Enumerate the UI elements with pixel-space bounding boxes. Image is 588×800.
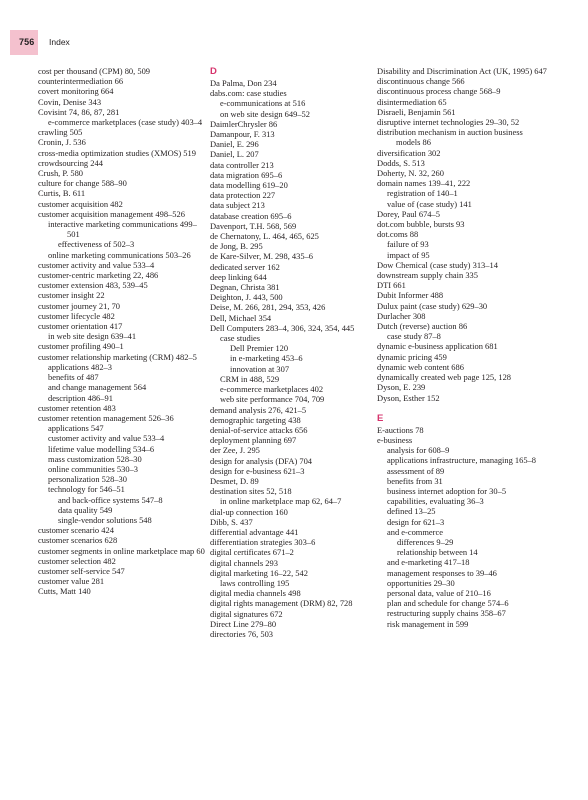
index-subentry: innovation at 307 <box>230 363 290 374</box>
index-entry: dot.com bubble, bursts 93 <box>377 219 465 230</box>
index-subentry: benefits from 31 <box>387 475 443 486</box>
index-subentry: and change management 564 <box>48 382 147 393</box>
index-entry: dynamically created web page 125, 128 <box>377 372 512 383</box>
index-entry: dedicated server 162 <box>210 261 280 272</box>
index-entry: customer value 281 <box>38 576 105 587</box>
index-entry: discontinuous change 566 <box>377 76 465 87</box>
index-subentry: Dell Premier 120 <box>230 343 289 354</box>
index-entry: data migration 695–6 <box>210 169 283 180</box>
index-entry: customer insight 22 <box>38 290 105 301</box>
index-entry: disruptive internet technologies 29–30, 52 <box>377 117 520 128</box>
index-entry: digital channels 293 <box>210 557 278 568</box>
index-entry: Daniel, L. 207 <box>210 149 259 160</box>
index-entry: design for analysis (DFA) 704 <box>210 455 313 466</box>
index-entry: demand analysis 276, 421–5 <box>210 404 307 415</box>
index-subentry: description 486–91 <box>48 392 113 403</box>
index-subentry: and e-commerce <box>387 526 443 537</box>
index-entry: de Jong, B. 295 <box>210 241 263 252</box>
index-subentry: lifetime value modelling 534–6 <box>48 443 155 454</box>
index-entry: discontinuous process change 568–9 <box>377 86 501 97</box>
index-entry: cross-media optimization studies (XMOS) 519 <box>38 147 196 158</box>
index-entry: Crush, P. 580 <box>38 168 84 179</box>
index-subentry: in web site design 639–41 <box>48 331 137 342</box>
index-subentry: case study 87–8 <box>387 331 441 342</box>
index-subentry: design for 621–3 <box>387 516 445 527</box>
index-entry: directories 76, 503 <box>210 628 274 639</box>
index-entry: der Zee, J. 295 <box>210 445 260 456</box>
index-entry: crawling 505 <box>38 127 83 138</box>
index-entry: Disraeli, Benjamin 561 <box>377 106 456 117</box>
index-entry: customer scenario 424 <box>38 525 114 536</box>
index-subentry: online communities 530–3 <box>48 463 138 474</box>
index-entry: DTI 661 <box>377 280 406 291</box>
index-entry: customer retention 483 <box>38 402 116 413</box>
index-entry: Dubit Informer 488 <box>377 290 444 301</box>
index-entry: Dyson, Esther 152 <box>377 392 440 403</box>
index-entry: denial-of-service attacks 656 <box>210 424 308 435</box>
index-subentry: plan and schedule for change 574–6 <box>387 598 509 609</box>
index-entry: Dibb, S. 437 <box>210 516 253 527</box>
index-entry: Da Palma, Don 234 <box>210 78 277 88</box>
index-subentry: benefits of 487 <box>48 372 99 383</box>
index-entry: dabs.com: case studies <box>210 88 287 99</box>
index-subentry: differences 9–29 <box>397 536 454 547</box>
index-subentry: CRM in 488, 529 <box>220 373 280 384</box>
index-subentry: management responses to 39–46 <box>387 567 497 578</box>
index-entry: data modelling 619–20 <box>210 180 288 191</box>
index-entry: deep linking 644 <box>210 271 267 282</box>
index-subentry: registration of 140–1 <box>387 188 458 199</box>
index-entry: Dodds, S. 513 <box>377 157 425 168</box>
index-subentry: on web site design 649–52 <box>220 108 310 119</box>
index-entry: customer lifecycle 482 <box>38 310 115 321</box>
index-subentry: technology for 546–51 <box>48 484 125 495</box>
index-entry: counterintermediation 66 <box>38 76 124 87</box>
index-subentry: in e-marketing 453–6 <box>230 353 303 364</box>
index-entry: data controller 213 <box>210 159 274 170</box>
index-entry: de Chernatony, L. 464, 465, 625 <box>210 231 319 242</box>
index-column-1 <box>38 66 208 597</box>
index-entry: dynamic pricing 459 <box>377 351 447 362</box>
index-column-2 <box>210 66 380 639</box>
index-subentry: defined 13–25 <box>387 506 436 517</box>
index-subentry: restructuring supply chains 358–67 <box>387 608 506 619</box>
index-entry: Dyson, E. 239 <box>377 382 426 393</box>
index-entry: customer extension 483, 539–45 <box>38 280 148 291</box>
index-subentry: personalization 528–30 <box>48 474 127 485</box>
index-entry: Daniel, E. 296 <box>210 139 259 150</box>
index-subentry: interactive marketing communications 499–501 <box>48 219 197 240</box>
index-entry: digital marketing 16–22, 542 <box>210 567 308 578</box>
index-subentry: data quality 549 <box>58 504 113 515</box>
index-entry: customer retention management 526–36 <box>38 412 174 423</box>
index-entry: Desmet, D. 89 <box>210 475 259 486</box>
index-entry: disintermediation 65 <box>377 96 447 107</box>
index-entry: deployment planning 697 <box>210 435 297 446</box>
index-subentry: capabilities, evaluating 36–3 <box>387 496 484 507</box>
index-entry: Curtis, B. 611 <box>38 188 86 199</box>
index-entry: Covisint 74, 86, 87, 281 <box>38 106 120 117</box>
index-entry: dynamic web content 686 <box>377 361 464 372</box>
index-entry: customer scenarios 628 <box>38 535 118 546</box>
index-entry: customer journey 21, 70 <box>38 300 121 311</box>
index-entry: Degnan, Christa 381 <box>210 282 280 293</box>
index-entry: diversification 302 <box>377 147 441 158</box>
index-subentry: customer activity and value 533–4 <box>48 433 165 444</box>
index-entry: E-auctions 78 <box>377 424 424 435</box>
index-entry: de Kare-Silver, M. 298, 435–6 <box>210 251 314 262</box>
index-subentry: effectiveness of 502–3 <box>58 239 135 250</box>
index-entry: data protection 227 <box>210 190 276 201</box>
index-entry: customer relationship marketing (CRM) 482–5 <box>38 351 197 362</box>
index-subentry: and e-marketing 417–18 <box>387 557 470 568</box>
index-entry: Durlacher 308 <box>377 310 426 321</box>
index-subentry: applications 482–3 <box>48 361 112 372</box>
index-entry: Dorey, Paul 674–5 <box>377 208 440 219</box>
index-subentry: single-vendor solutions 548 <box>58 514 152 525</box>
index-entry: Direct Line 279–80 <box>210 618 277 629</box>
index-entry: customer selection 482 <box>38 555 116 566</box>
index-subentry: e-commerce marketplaces 402 <box>220 384 324 395</box>
index-entry: dynamic e-business application 681 <box>377 341 498 352</box>
index-column-3 <box>377 66 547 629</box>
index-entry: Dulux paint (case study) 629–30 <box>377 300 488 311</box>
index-entry: dot.coms 88 <box>377 229 419 240</box>
index-subentry: personal data, value of 210–16 <box>387 587 491 598</box>
index-entry: Doherty, N. 32, 260 <box>377 168 444 179</box>
index-entry: Cutts, Matt 140 <box>38 586 91 597</box>
index-entry: customer acquisition management 498–526 <box>38 208 185 219</box>
index-entry: e-business <box>377 434 413 445</box>
index-subentry: laws controlling 195 <box>220 577 290 588</box>
index-subentry: in online marketplace map 62, 64–7 <box>220 496 342 507</box>
index-subentry: web site performance 704, 709 <box>220 394 325 405</box>
index-entry: cost per thousand (CPM) 80, 509 <box>38 66 151 76</box>
index-subentry: analysis for 608–9 <box>387 445 450 456</box>
index-entry: customer profiling 490–1 <box>38 341 124 352</box>
section-letter: E <box>377 412 384 424</box>
index-entry: domain names 139–41, 222 <box>377 178 471 189</box>
index-entry: Dell, Michael 354 <box>210 312 272 323</box>
index-subentry: and back-office systems 547–8 <box>58 494 163 505</box>
index-entry: culture for change 588–90 <box>38 178 127 189</box>
index-entry: dial-up connection 160 <box>210 506 288 517</box>
index-entry: Dell Computers 283–4, 306, 324, 354, 445 <box>210 322 355 333</box>
index-entry: destination sites 52, 518 <box>210 486 292 497</box>
index-entry: customer-centric marketing 22, 486 <box>38 270 159 281</box>
index-entry: Davenport, T.H. 568, 569 <box>210 220 297 231</box>
index-entry: distribution mechanism in auction business models 86 <box>377 127 523 148</box>
index-entry: digital signatures 672 <box>210 608 283 619</box>
index-subentry: applications 547 <box>48 423 104 434</box>
index-entry: data subject 213 <box>210 200 265 211</box>
index-subentry: online marketing communications 503–26 <box>48 249 191 260</box>
index-subentry: e-communications at 516 <box>220 98 306 109</box>
index-subentry: mass customization 528–30 <box>48 453 142 464</box>
index-subentry: case studies <box>220 333 261 344</box>
index-subentry: business internet adoption for 30–5 <box>387 485 507 496</box>
index-entry: Dutch (reverse) auction 86 <box>377 321 468 332</box>
index-entry: database creation 695–6 <box>210 210 292 221</box>
index-subentry: risk management in 599 <box>387 618 469 629</box>
index-entry: customer segments in online marketplace map 60 <box>38 545 205 556</box>
index-entry: differentiation strategies 303–6 <box>210 537 316 548</box>
index-entry: Covin, Denise 343 <box>38 96 102 107</box>
index-entry: Cronin, J. 536 <box>38 137 86 148</box>
index-entry: design for e-business 621–3 <box>210 465 305 476</box>
index-subentry: assessment of 89 <box>387 465 445 476</box>
index-entry: customer activity and value 533–4 <box>38 259 155 270</box>
running-head: Index <box>49 37 70 47</box>
index-entry: crowdsourcing 244 <box>38 157 103 168</box>
index-subentry: failure of 93 <box>387 239 429 250</box>
page-number: 756 <box>19 37 35 47</box>
index-entry: demographic targeting 438 <box>210 414 301 425</box>
index-entry: Disability and Discrimination Act (UK, 1995) 647 <box>377 66 547 76</box>
index-entry: downstream supply chain 335 <box>377 270 478 281</box>
page-header <box>0 30 588 55</box>
index-subentry: e-commerce marketplaces (case study) 403–4 <box>48 117 203 128</box>
index-entry: Dow Chemical (case study) 313–14 <box>377 259 498 270</box>
index-entry: Deise, M. 266, 281, 294, 353, 426 <box>210 302 326 313</box>
index-subentry: opportunities 29–30 <box>387 577 455 588</box>
section-letter: D <box>210 66 217 77</box>
index-entry: covert monitoring 664 <box>38 86 114 97</box>
index-entry: Deighton, J. 443, 500 <box>210 292 283 303</box>
index-entry: DaimlerChrysler 86 <box>210 118 278 129</box>
index-entry: digital media channels 498 <box>210 588 301 599</box>
index-entry: digital rights management (DRM) 82, 728 <box>210 598 353 609</box>
index-entry: digital certificates 671–2 <box>210 547 294 558</box>
index-subentry: applications infrastructure, managing 165–8 <box>387 455 537 466</box>
index-subentry: value of (case study) 141 <box>387 198 472 209</box>
index-entry: customer orientation 417 <box>38 321 123 332</box>
index-subentry: relationship between 14 <box>397 547 478 558</box>
index-entry: customer acquisition 482 <box>38 198 123 209</box>
index-entry: differential advantage 441 <box>210 526 299 537</box>
index-entry: customer self-service 547 <box>38 565 125 576</box>
index-subentry: impact of 95 <box>387 249 430 260</box>
index-entry: Damanpour, F. 313 <box>210 129 275 140</box>
